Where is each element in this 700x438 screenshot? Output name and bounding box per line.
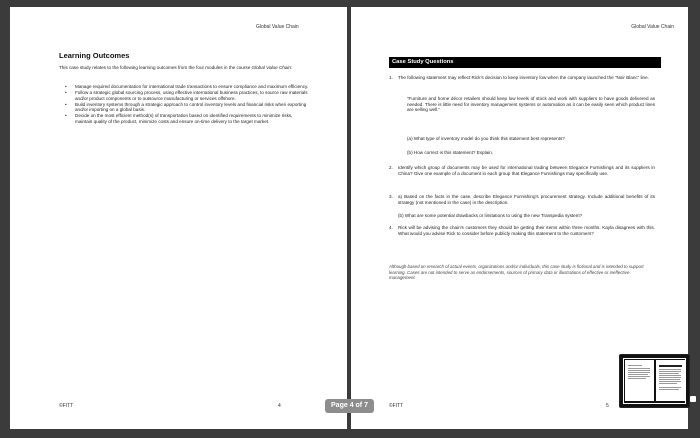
- question-number: 3.: [389, 194, 393, 199]
- intro-text: This case study relates to the following learning outcomes from the four modules in the course: [59, 65, 251, 70]
- intro-course-name: Global Value Chain:: [251, 65, 293, 70]
- disclaimer: Although based on research of actual events, organizations and/or individuals, this case study is fictional and is intended to support learning. Cases are not intended to serve as endorsements, sources of primary data or illustrations of effective or ineffective management.: [389, 264, 644, 281]
- question-text: a) Based on the facts in the case, describe Elegance Furnishing’s procurement strategy. Include additional benefits of its strategy (not mentioned in the case) in the description.: [398, 194, 655, 205]
- question-number: 4.: [389, 225, 393, 230]
- question-number: 1.: [389, 75, 393, 80]
- outcome-item: • Follow a strategic global sourcing process, using effective international business practices, to source raw materials and/or product components or to outsource manufacturing or services offshore.: [59, 90, 311, 101]
- page-thumbnail-navigator[interactable]: [619, 354, 690, 408]
- case-study-questions-heading: Case Study Questions: [389, 57, 661, 68]
- question-2: [389, 165, 655, 176]
- question-text: Identify which group of documents may be used for international trading between Elegance Furnishings and its suppliers in China? Give one example of a document in each group that Elegance Furnishings may specifically use.: [398, 165, 655, 176]
- question-1-quote: “Furniture and home décor retailers should keep low levels of stock and work with suppliers to have goods delivered as needed. There is little need for inventory management systems or automation as it can be easily seen which product lines are selling well.”: [407, 96, 655, 113]
- question-number: 2.: [389, 165, 393, 170]
- page-left: [10, 7, 347, 429]
- page-indicator: Page 4 of 7: [325, 399, 374, 413]
- learning-outcomes-intro: [59, 65, 311, 71]
- question-text: The following statement may reflect Rick’s decision to keep inventory low when the company launched the “Noir Blanc” line.: [398, 75, 649, 80]
- page-number: 5: [606, 403, 609, 409]
- question-1b: (b) How correct is this statement? Explain.: [407, 150, 494, 155]
- question-1: [389, 75, 655, 81]
- running-head: Global Value Chain: [256, 24, 299, 30]
- scroll-position-marker[interactable]: [690, 396, 696, 402]
- outcome-item: • Build inventory systems through a strategic approach to control inventory levels and financial risks when exporting and/or importing on a global basis.: [59, 102, 311, 113]
- footer-copyright: ©FITT: [389, 403, 404, 409]
- page-number: 4: [278, 403, 281, 409]
- footer-copyright: ©FITT: [59, 403, 74, 409]
- learning-outcomes-heading: Learning Outcomes: [59, 51, 130, 60]
- running-head: Global Value Chain: [631, 24, 674, 30]
- outcome-item: • Decide on the most efficient method(s) of transportation based on identified requirements to minimize risks, maintain quality of the product, minimize costs and ensure on-time delivery to the target market.: [59, 113, 311, 124]
- outcome-item: • Manage required documentation for international trade transactions to ensure compliance and maximum efficiency.: [59, 84, 311, 90]
- question-1a: (a) What type of inventory model do you think this statement best represents?: [407, 136, 565, 141]
- question-4: [389, 225, 655, 236]
- learning-outcomes-list: [59, 84, 311, 125]
- question-3: [389, 194, 655, 205]
- question-text: Rick will be advising the chain’s customers they should be getting their items within three months. Kayla disagrees with this. What would you advise Rick to consider before publicly making this statement to the customers?: [398, 225, 655, 236]
- question-3b: (b) What are some potential drawbacks or limitations to using the new Transpedia system?: [398, 213, 583, 218]
- thumbnail-viewport-frame[interactable]: [623, 358, 686, 404]
